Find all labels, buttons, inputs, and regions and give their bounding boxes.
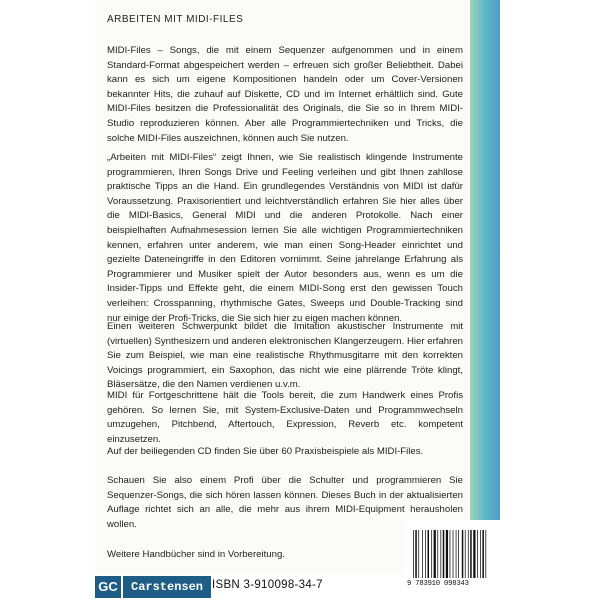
- paragraph-intro: MIDI-Files – Songs, die mit einem Sequenzer aufgenommen und in einem Standard-Format abgespeichert werden – erfreuen sich großer Beliebtheit. Dabei kann es sich um eigene Kompositionen handeln oder um Cover-Versionen bekannter Hits, die zuhauf auf Diskette, CD und im Internet erhältlich sind. Gute MIDI-Files besitzen die Professionalität des Originals, die Sie so in Ihrem MIDI-Studio reproduzieren können. Aber alle Programmiertechniken und Tricks, die solche MIDI-Files auszeichnen, können auch Sie nutzen.: [107, 45, 463, 144]
- paragraph-advanced: MIDI für Fortgeschrittene hält die Tools bereit, die zum Handwerk eines Profis gehören. So lernen Sie, mit System-Exclusive-Daten und Programmwechseln umzugehen, Pitchbend, Aftertouch, Expression, Reverb etc. kompetent einzusetzen.: [107, 390, 463, 445]
- isbn-number: ISBN 3-910098-34-7: [212, 579, 323, 591]
- barcode-digits: 9 783910 098343: [407, 580, 469, 588]
- page-margin: [500, 0, 600, 600]
- paragraph-imitation: Einen weiteren Schwerpunkt bildet die Imitation akustischer Instrumente mit (virtuellen) Synthesizern und anderen elektronischen Klangerzeugern. Hier erfahren Sie zum Beispiel, wie man eine realistische Rhythmusgitarre mit den korrekten Voicings programmiert, ein Saxophon, das nicht wie eine plärrende Tröte klingt, Bläsersätze, die den Namen verdienen u.v.m.: [107, 321, 463, 391]
- gradient-stripe: [470, 0, 500, 574]
- paragraph-overview: „Arbeiten mit MIDI-Files“ zeigt Ihnen, wie Sie realistisch klingende Instrumente programmieren, Ihren Songs Drive und Feeling verleihen und gibt Ihnen zahllose praktische Tipps an die Hand. Ein grundlegendes Verständnis von MIDI ist dafür Voraussetzung. Praxisorientiert und leichtverständlich erfahren Sie hier alles über die MIDI-Basics, General MIDI und die anderen Protokolle. Nach einer beispielhaften Aufnahmesession lernen Sie alle wichtigen Programmiertechniken kennen, erfahren unter anderem, wie man einen Song-Header einrichtet und gezielte Dateneingriffe in den Editoren vornimmt. Seine jahrelange Erfahrung als Programmierer und Musiker spielt der Autor besonders aus, wenn es um die Insider-Tipps und Effekte geht, die einem MIDI-Song erst den gewissen Touch verleihen: Crosspanning, rhythmische Gates, Sweeps und Double-Tracking sind nur einige der Profi-Tricks, die Sie sich hier zu eigen machen können.: [107, 152, 463, 324]
- cover-heading: ARBEITEN MIT MIDI-FILES: [107, 14, 244, 25]
- paragraph-cd: Auf der beiliegenden CD finden Sie über 60 Praxisbeispiele als MIDI-Files.: [107, 446, 424, 457]
- barcode-icon: [412, 530, 494, 578]
- publisher-logo-mark: GC: [95, 576, 121, 598]
- paragraph-closing: Schauen Sie also einem Profi über die Schulter und programmieren Sie Sequenzer-Songs, die sich hören lassen können. Dieses Buch in der aktualisierten Auflage richtet sich an alle, die mehr aus ihrem MIDI-Equipment herausholen wollen.: [107, 475, 463, 530]
- publisher-logo: [95, 576, 211, 598]
- publisher-name: Carstensen: [123, 576, 211, 598]
- footnote: Weitere Handbücher sind in Vorbereitung.: [107, 549, 285, 560]
